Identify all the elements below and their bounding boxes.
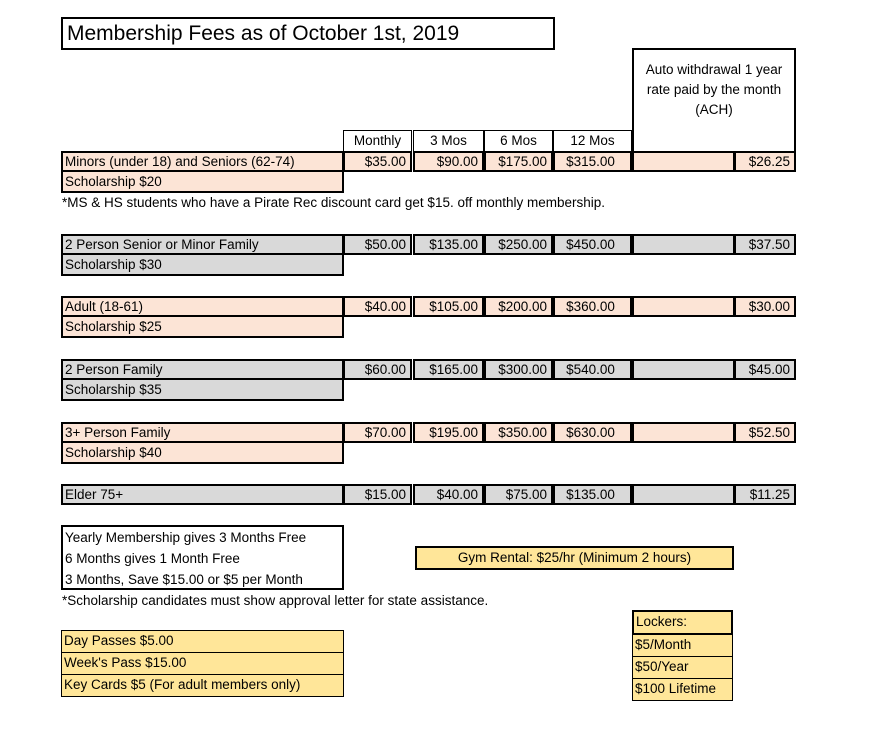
- price-cell: $165.00: [413, 359, 484, 380]
- price-cell: $135.00: [413, 234, 484, 255]
- scholarship-note: *Scholarship candidates must show approval letter for state assistance.: [62, 593, 489, 608]
- ach-price-cell: $45.00: [734, 359, 796, 380]
- ach-price-cell: $37.50: [734, 234, 796, 255]
- column-header-3: 6 Mos: [484, 130, 553, 152]
- gym-rental-text: Gym Rental: $25/hr (Minimum 2 hours): [457, 550, 692, 565]
- empty-cell: [632, 151, 735, 172]
- price-cell: $360.00: [553, 296, 632, 317]
- price-cell: $40.00: [343, 296, 412, 317]
- price-cell: $315.00: [553, 151, 632, 172]
- scholarship-cell: Scholarship $25: [61, 317, 344, 338]
- page-title-box: [61, 17, 555, 50]
- price-cell: $70.00: [343, 422, 412, 443]
- price-cell: $195.00: [413, 422, 484, 443]
- students-note: *MS & HS students who have a Pirate Rec discount card get $15. off monthly membership.: [62, 195, 606, 210]
- page-title: Membership Fees as of October 1st, 2019: [67, 22, 460, 45]
- price-cell: $35.00: [343, 151, 412, 172]
- price-cell: $60.00: [343, 359, 412, 380]
- scholarship-cell: Scholarship $20: [61, 172, 344, 193]
- passes-box: [61, 630, 344, 697]
- column-header-4: 12 Mos: [553, 130, 632, 152]
- price-cell: $450.00: [553, 234, 632, 255]
- empty-cell: [632, 234, 735, 255]
- benefit-yearly: Yearly Membership gives 3 Months Free: [65, 530, 307, 545]
- scholarship-cell: Scholarship $35: [61, 380, 344, 401]
- column-header-1: Monthly: [343, 130, 412, 152]
- empty-cell: [632, 359, 735, 380]
- empty-cell: [632, 484, 735, 505]
- ach-header-text: Auto withdrawal 1 year rate paid by the month (ACH): [645, 61, 783, 117]
- plan-name: Adult (18-61): [61, 296, 344, 317]
- price-cell: $300.00: [484, 359, 553, 380]
- empty-cell: [632, 296, 735, 317]
- ach-price-cell: $30.00: [734, 296, 796, 317]
- ach-price-cell: $11.25: [734, 484, 796, 505]
- locker-lifetime: $100 Lifetime: [632, 678, 733, 701]
- price-cell: $15.00: [343, 484, 412, 505]
- price-cell: $630.00: [553, 422, 632, 443]
- ach-price-cell: $52.50: [734, 422, 796, 443]
- benefit-six-months: 6 Months gives 1 Month Free: [65, 551, 240, 566]
- empty-cell: [632, 422, 735, 443]
- week-pass: Week's Pass $15.00: [61, 652, 344, 675]
- price-cell: $175.00: [484, 151, 553, 172]
- price-cell: $200.00: [484, 296, 553, 317]
- locker-month: $5/Month: [632, 634, 733, 657]
- locker-year: $50/Year: [632, 656, 733, 679]
- plan-name: Elder 75+: [61, 484, 344, 505]
- lockers-title: Lockers:: [632, 610, 733, 635]
- scholarship-cell: Scholarship $30: [61, 255, 344, 276]
- plan-name: 2 Person Family: [61, 359, 344, 380]
- ach-price-cell: $26.25: [734, 151, 796, 172]
- day-pass: Day Passes $5.00: [61, 630, 344, 653]
- plan-name: Minors (under 18) and Seniors (62-74): [61, 151, 344, 172]
- price-cell: $540.00: [553, 359, 632, 380]
- plan-name: 2 Person Senior or Minor Family: [61, 234, 344, 255]
- price-cell: $40.00: [413, 484, 484, 505]
- ach-header: [632, 48, 796, 153]
- gym-rental-box: [415, 546, 734, 570]
- column-header-2: 3 Mos: [413, 130, 484, 152]
- price-cell: $90.00: [413, 151, 484, 172]
- plan-name: 3+ Person Family: [61, 422, 344, 443]
- key-cards: Key Cards $5 (For adult members only): [61, 674, 344, 697]
- benefits-box: [61, 525, 344, 590]
- benefit-three-months: 3 Months, Save $15.00 or $5 per Month: [65, 572, 303, 587]
- price-cell: $105.00: [413, 296, 484, 317]
- scholarship-cell: Scholarship $40: [61, 443, 344, 464]
- price-cell: $75.00: [484, 484, 553, 505]
- price-cell: $250.00: [484, 234, 553, 255]
- price-cell: $135.00: [553, 484, 632, 505]
- lockers-box: [632, 610, 733, 701]
- price-cell: $350.00: [484, 422, 553, 443]
- price-cell: $50.00: [343, 234, 412, 255]
